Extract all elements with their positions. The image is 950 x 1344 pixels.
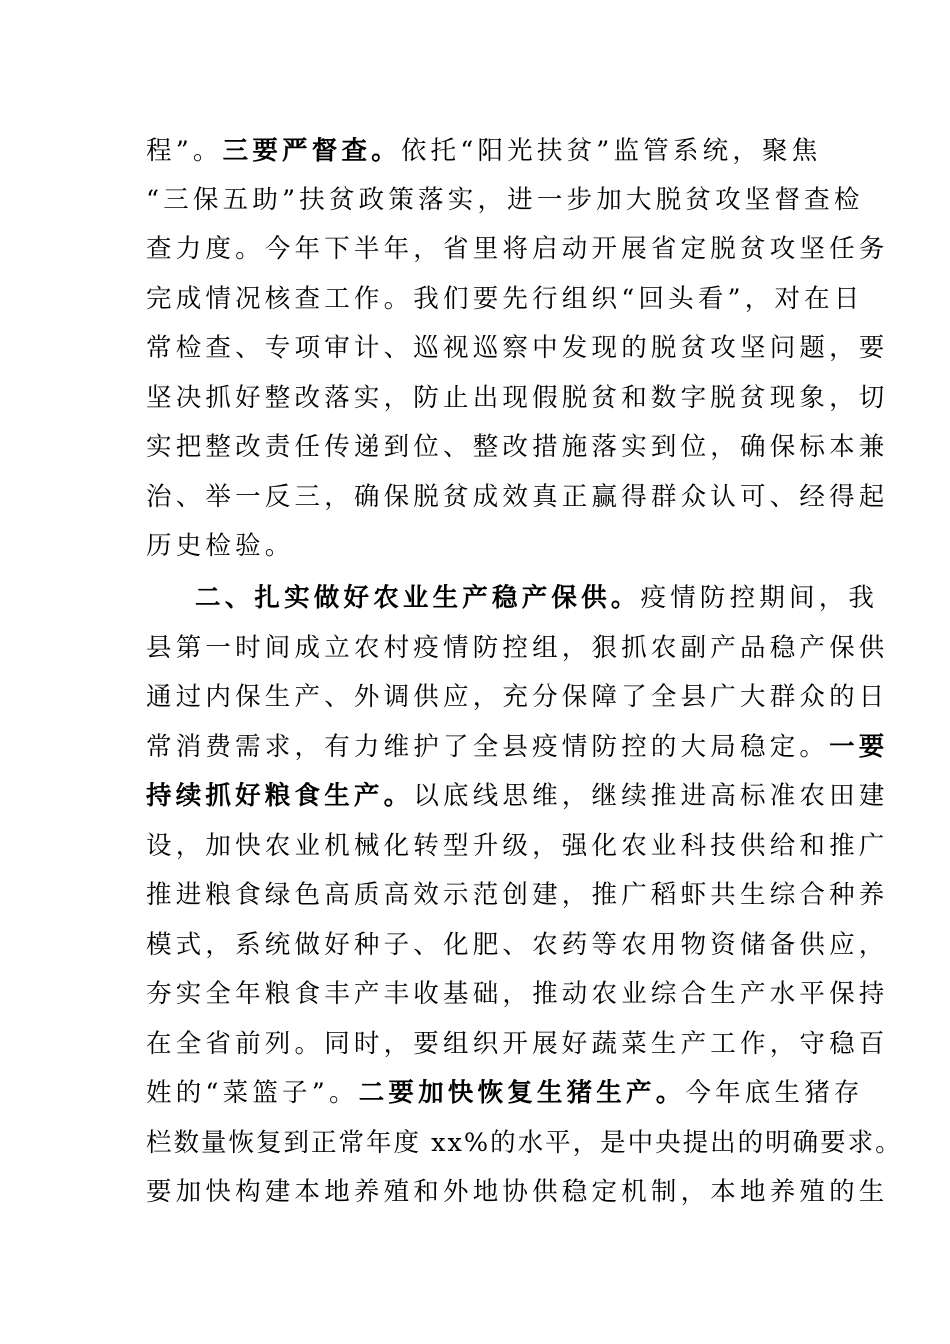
text-line: 夯实全年粮食丰产丰收基础，推动农业综合生产水平保持: [146, 979, 889, 1009]
text-line: 通过内保生产、外调供应，充分保障了全县广大群众的日: [146, 682, 889, 712]
text-line: 推进粮食绿色高质高效示范创建，推广稻虾共生综合种养: [146, 880, 889, 910]
text-line: 完成情况核查工作。我们要先行组织“回头看”，对在日: [146, 284, 864, 314]
text-line: 常检查、专项审计、巡视巡察中发现的脱贫攻坚问题，要: [146, 333, 889, 363]
text-line: 查力度。今年下半年，省里将启动开展省定脱贫攻坚任务: [146, 234, 889, 264]
text-line: 治、举一反三，确保脱贫成效真正赢得群众认可、经得起: [146, 482, 889, 512]
text-line: 常消费需求，有力维护了全县疫情防控的大局稳定。一要: [146, 732, 889, 762]
text-line: 要加快构建本地养殖和外地协供稳定机制，本地养殖的生: [146, 1177, 889, 1207]
section-heading-line: 二、扎实做好农业生产稳产保供。疫情防控期间，我: [195, 583, 879, 613]
text-line: 在全省前列。同时，要组织开展好蔬菜生产工作，守稳百: [146, 1029, 889, 1059]
text-line: “三保五助”扶贫政策落实，进一步加大脱贫攻坚督查检: [146, 185, 864, 215]
text-line: 设，加快农业机械化转型升级，强化农业科技供给和推广: [146, 831, 889, 861]
text-line: 姓的“菜篮子”。二要加快恢复生猪生产。今年底生猪存: [146, 1078, 864, 1108]
text-line: 模式，系统做好种子、化肥、农药等农用物资储备供应，: [146, 930, 889, 960]
text-line: 栏数量恢复到正常年度 xx%的水平，是中央提出的明确要求。: [146, 1128, 903, 1158]
text-line: 程”。三要严督查。依托“阳光扶贫”监管系统，聚焦: [146, 136, 822, 166]
text-line: 持续抓好粮食生产。以底线思维，继续推进高标准农田建: [146, 781, 889, 811]
text-line: 坚决抓好整改落实，防止出现假脱贫和数字脱贫现象，切: [146, 383, 889, 413]
section-heading: 二、扎实做好农业生产稳产保供。: [195, 583, 641, 613]
text-line: 历史检验。: [146, 531, 295, 561]
text-line: 县第一时间成立农村疫情防控组，狠抓农副产品稳产保供: [146, 633, 889, 663]
text-line: 实把整改责任传递到位、整改措施落实到位，确保标本兼: [146, 432, 889, 462]
